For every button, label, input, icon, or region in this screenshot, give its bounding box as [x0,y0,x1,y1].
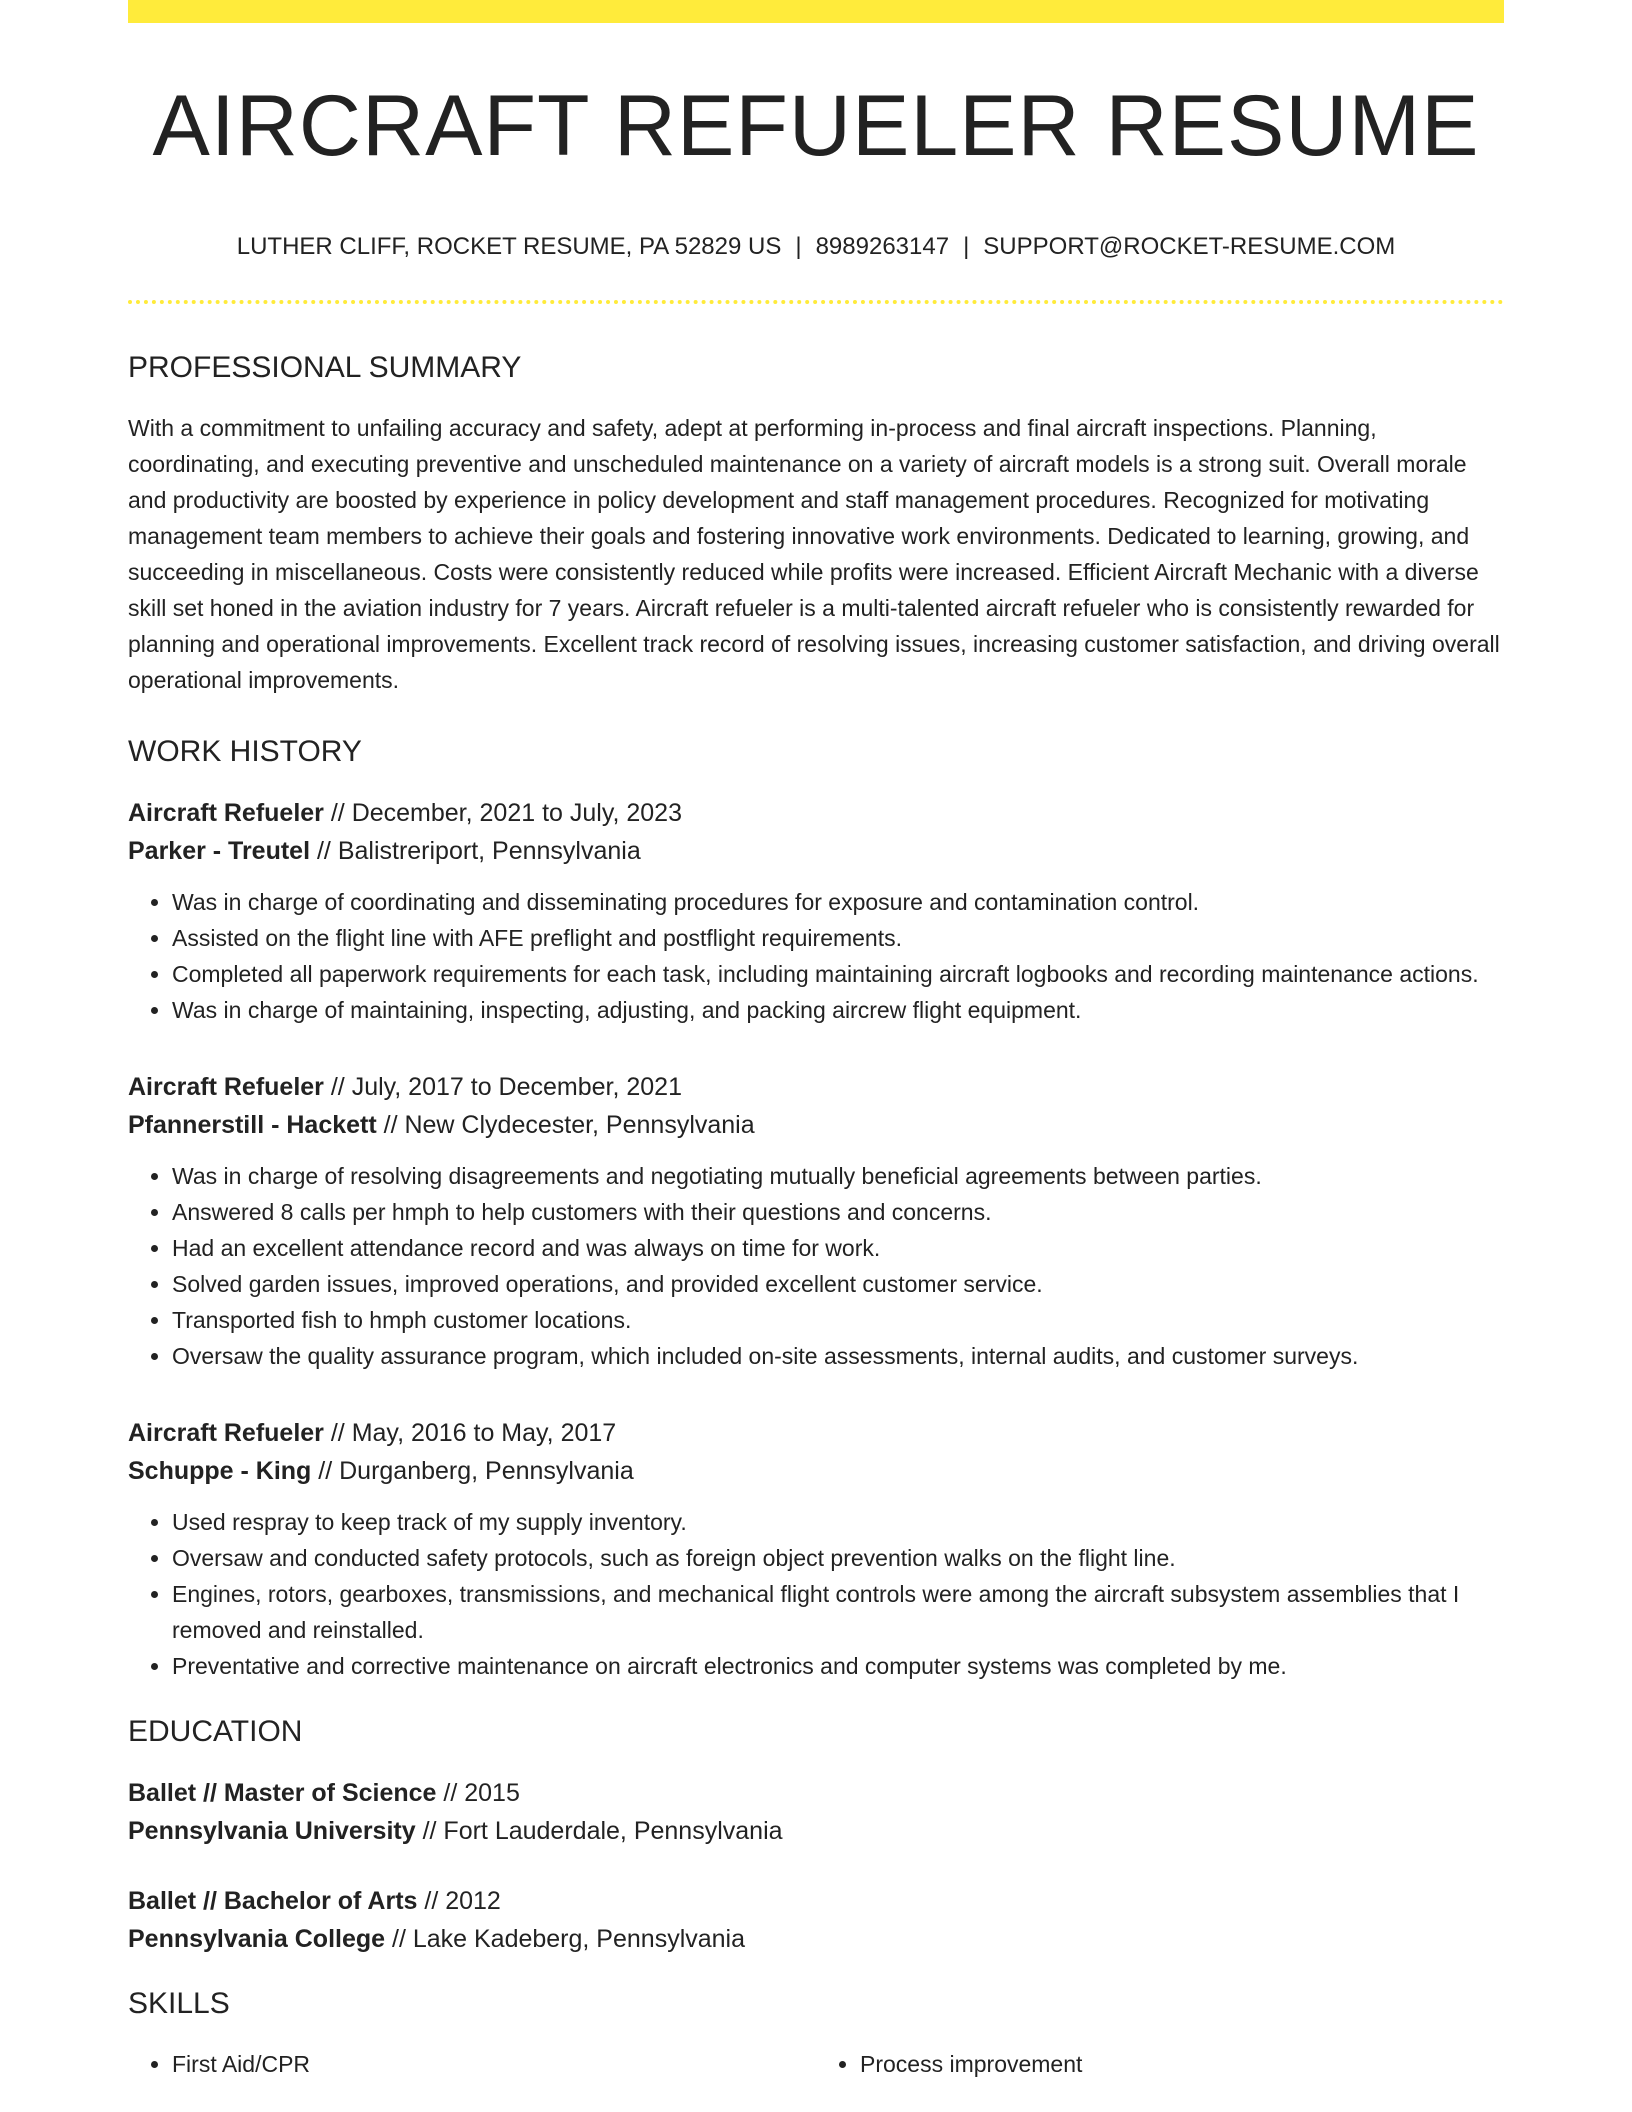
duty-item: • Preventative and corrective maintenance on aircraft electronics and computer systems was completed by me. [172,1648,1504,1684]
job-duties [128,884,1504,1028]
top-accent-bar [128,0,1504,23]
school-line [128,1920,1504,1958]
contact-email: SUPPORT@ROCKET-RESUME.COM [983,233,1396,260]
contact-separator: | [963,233,970,260]
school-location: // Lake Kadeberg, Pennsylvania [385,1924,746,1953]
skills-list [128,2046,1504,2082]
duty-item: • Answered 8 calls per hmph to help customers with their questions and concerns. [172,1194,1504,1230]
summary-text: With a commitment to unfailing accuracy and safety, adept at performing in-process and final aircraft inspections. Planning, coordinating, and executing preventive and unscheduled maintenance on a variety of aircraft models is a strong suit. Overall morale and productivity are boosted by experience in policy development and staff management procedures. Recognized for motivating management team members to achieve their goals and fostering innovative work environments. Dedicated to learning, growing, and succeeding in miscellaneous. Costs were consistently reduced while profits were increased. Efficient Aircraft Mechanic with a diverse skill set honed in the aviation industry for 7 years. Aircraft refueler is a multi-talented aircraft refueler who is consistently rewarded for planning and operational improvements. Excellent track record of resolving issues, increasing customer satisfaction, and driving overall operational improvements. [128,414,1500,693]
school-line [128,1812,1504,1850]
work-history-heading: WORK HISTORY [128,734,362,768]
school-location: // Fort Lauderdale, Pennsylvania [415,1816,783,1845]
duty-item: • Was in charge of resolving disagreements and negotiating mutually beneficial agreements between parties. [172,1158,1504,1194]
degree-line [128,1882,1504,1920]
job-title-line [128,1068,1504,1106]
duty-item: • Used respray to keep track of my supply inventory. [172,1504,1504,1540]
job-duties [128,1158,1504,1374]
duty-item: • Engines, rotors, gearboxes, transmissions, and mechanical flight controls were among the aircraft subsystem assemblies that I removed and reinstalled. [172,1576,1504,1648]
graduation-year: // 2015 [436,1778,520,1807]
job-title: Aircraft Refueler [128,1072,324,1101]
job-company: Parker - Treutel [128,836,311,865]
degree: Ballet // Bachelor of Arts [128,1886,418,1915]
job-title: Aircraft Refueler [128,1418,324,1447]
education-entry [128,1774,1504,1850]
contact-line [128,233,1504,262]
job-entry [128,1068,1504,1374]
job-title-line [128,794,1504,832]
summary-heading: PROFESSIONAL SUMMARY [128,350,522,384]
duty-item: • Oversaw the quality assurance program, which included on-site assessments, internal audits, and customer surveys. [172,1338,1504,1374]
education-entry [128,1882,1504,1958]
skills-heading: SKILLS [128,1986,230,2020]
graduation-year: // 2012 [417,1886,501,1915]
resume-page [128,0,1504,2082]
duty-item: • Solved garden issues, improved operations, and provided excellent customer service. [172,1266,1504,1302]
job-location: // Balistreriport, Pennsylvania [310,836,641,865]
job-entry [128,794,1504,1028]
skill-item: • Process improvement [860,2046,1504,2082]
duty-item: • Completed all paperwork requirements for each task, including maintaining aircraft logbooks and recording maintenance actions. [172,956,1504,992]
job-location: // Durganberg, Pennsylvania [311,1456,634,1485]
contact-phone: 8989263147 [815,233,950,260]
degree-line [128,1774,1504,1812]
skill-item: • First Aid/CPR [172,2046,816,2082]
job-company-line [128,1452,1504,1490]
job-dates: // December, 2021 to July, 2023 [323,798,682,827]
duty-item: • Transported fish to hmph customer locations. [172,1302,1504,1338]
job-dates: // May, 2016 to May, 2017 [323,1418,617,1447]
duty-item: • Assisted on the flight line with AFE preflight and postflight requirements. [172,920,1504,956]
duty-item: • Was in charge of maintaining, inspecting, adjusting, and packing aircrew flight equipment. [172,992,1504,1028]
skills-column-right [816,2046,1504,2082]
contact-address: LUTHER CLIFF, ROCKET RESUME, PA 52829 US [236,233,782,260]
job-location: // New Clydecester, Pennsylvania [376,1110,755,1139]
job-title: Aircraft Refueler [128,798,324,827]
duty-item: • Had an excellent attendance record and was always on time for work. [172,1230,1504,1266]
school: Pennsylvania College [128,1924,386,1953]
job-duties [128,1504,1504,1684]
dotted-divider [128,300,1504,304]
job-company-line [128,832,1504,870]
school: Pennsylvania University [128,1816,416,1845]
job-company: Pfannerstill - Hackett [128,1110,377,1139]
job-entry [128,1414,1504,1684]
job-company-line [128,1106,1504,1144]
duty-item: • Oversaw and conducted safety protocols, such as foreign object prevention walks on the flight line. [172,1540,1504,1576]
education-heading: EDUCATION [128,1714,303,1748]
resume-title: AIRCRAFT REFUELER RESUME [152,78,1480,174]
contact-separator: | [795,233,802,260]
job-title-line [128,1414,1504,1452]
job-company: Schuppe - King [128,1456,312,1485]
duty-item: • Was in charge of coordinating and disseminating procedures for exposure and contamination control. [172,884,1504,920]
skills-column-left [128,2046,816,2082]
degree: Ballet // Master of Science [128,1778,437,1807]
job-dates: // July, 2017 to December, 2021 [323,1072,682,1101]
